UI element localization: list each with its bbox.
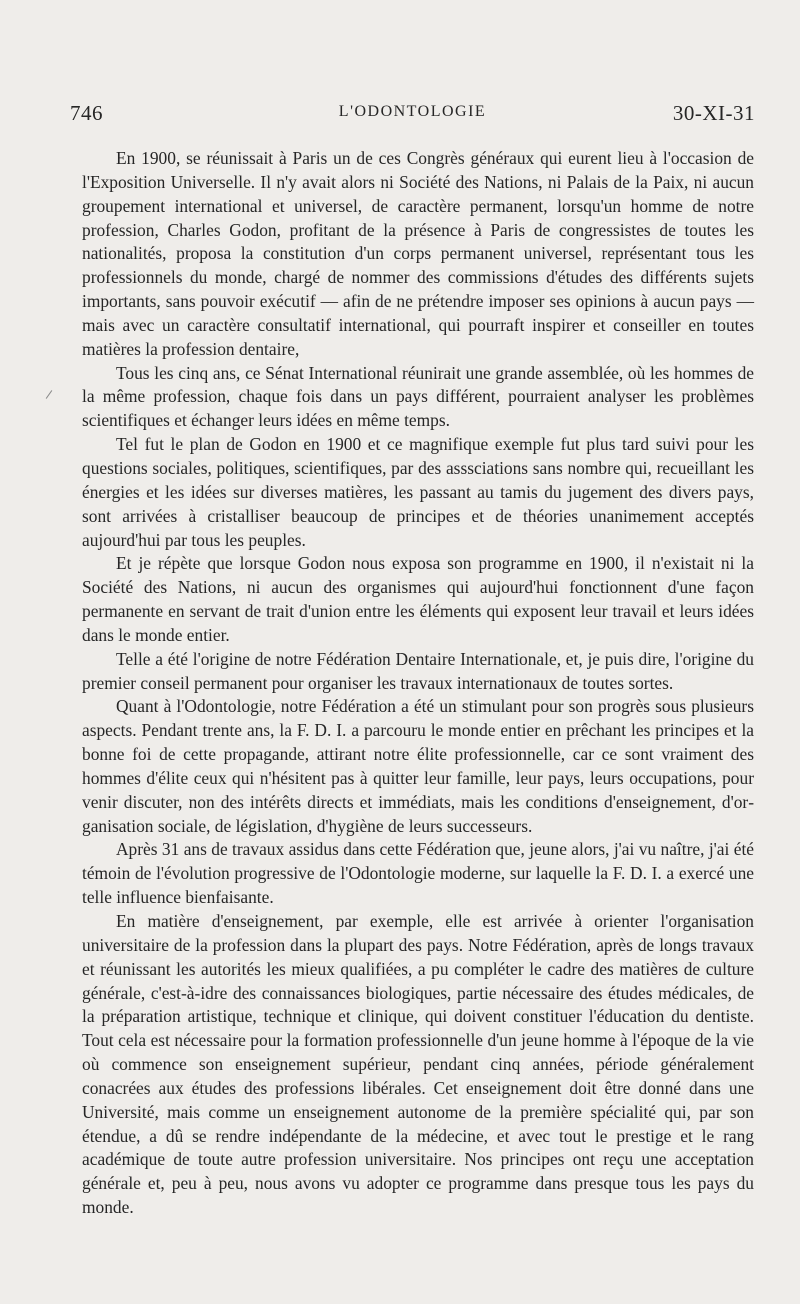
paragraph-6: Quant à l'Odontologie, notre Fédération a été un stimulant pour son progrès sous plusieurs aspects. Pendant trente ans, la F. D. I. a parcouru le monde entier en prêchant les principes et la bonne foi de cette propagande, attirant notre élite professionnelle, car ce sont vraiment des hommes d'élite ceux qui n'hésitent pas à quitter leur famille, leur pays, leurs occupations, pour venir discuter, non des intérêts directs et immédiats, mais les conditions d'enseignement, d'organisation sociale, de législation, d'hygiène de leurs successeurs. [82, 696, 754, 836]
paragraph-2: Tous les cinq ans, ce Sénat International réunirait une grande assemblée, où les hommes de la même profession, chaque fois dans un pays différent, pourraient analyser les problèmes scientifiques et échanger leurs idées en même temps. [82, 362, 754, 431]
issue-date: 30-XI-31 [672, 101, 755, 125]
paragraph-4: Et je répète que lorsque Godon nous exposa son programme en 1900, il n'existait ni la Société des Nations, ni aucun des organismes qui aujourd'hui fonctionnent d'une façon permanente en servant de trait d'union entre les éléments qui exposent leur travail et leurs idées dans le monde entier. [82, 553, 754, 645]
paragraph-8: En matière d'enseignement, par exemple, elle est arrivée à orienter l'organisation universitaire de la profession dans la plupart des pays. Notre Fédération, après de longs travaux et réunissant les autorités les mieux qualifiées, a pu compléter le cadre des matières de culture générale, c'est-à-idre des connaissances biologiques, partie nécessaire des études médicales, de la préparation artistique, technique et clinique, qui doivent constituer l'éducation du dentiste. Tout cela est nécessaire pour la formation professionnelle d'un jeune homme à l'époque de la vie où commence son enseignement supérieur, pendant cinq années, période généralement conacrées aux études des professions libérales. Cet enseignement doit être donné dans une Université, mais comme un enseignement autonome de la première spécialité qui, par son étendue, a dû se rendre indépendante de la médecine, et avec tout le prestige et le rang académique de toute autre profession universitaire. Nos principes ont reçu une acceptation générale et, peu à peu, nous avons vu adopter ce programme dans presque tous les pays du monde. [82, 911, 754, 1218]
page-number: 746 [70, 101, 103, 125]
margin-pencil-mark [46, 390, 53, 399]
paragraph-5: Telle a été l'origine de notre Fédération Dentaire Internationale, et, je puis dire, l'origine du premier conseil permanent pour organiser les travaux internationaux de toutes sortes. [82, 648, 754, 693]
paragraph-1: En 1900, se réunissait à Paris un de ces Congrès généraux qui eurent lieu à l'occasion de l'Exposition Universelle. Il n'y avait alors ni Société des Nations, ni Palais de la Paix, ni aucun groupement international et universel, de caractère permanent, lorsqu'un homme de notre profession, Charles Godon, profitant de la présence à Paris de congressistes de toutes les nationalités, proposa la constitution d'un corps permanent universel, représentant tous les professionnels du monde, chargé de nommer des commissions d'études des différents sujets importants, sans pouvoir exécutif — afin de ne prétendre imposer ses opinions à aucun pays — mais avec un caractère consultatif international, qui pourraft inspirer et conseiller en toutes matières la profession dentaire, [82, 148, 754, 359]
article-body [82, 147, 754, 1220]
journal-title: L'ODONTOLOGIE [338, 103, 487, 120]
paragraph-7: Après 31 ans de travaux assidus dans cette Fédération que, jeune alors, j'ai vu naître, j'ai été témoin de l'évolution progressive de l'Odontologie moderne, sur laquelle la F. D. I. a exercé une telle influence bienfaisante. [82, 839, 754, 908]
paragraph-3: Tel fut le plan de Godon en 1900 et ce magnifique exemple fut plus tard suivi pour les questions sociales, politiques, scientifiques, par des asssciations sans nombre qui, recueillant les énergies et les idées sur diverses matières, les passant au tamis du jugement des divers pays, sont arrivées à cristalliser beaucoup de principes et de théories unanimement acceptés aujourd'hui par tous les peuples. [82, 434, 754, 550]
running-header [70, 101, 755, 131]
